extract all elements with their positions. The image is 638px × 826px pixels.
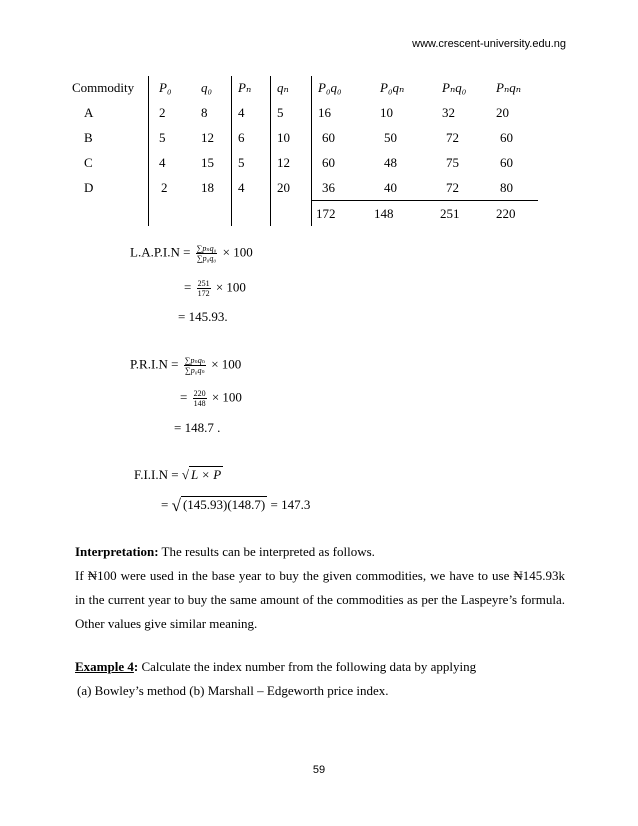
example-paragraph [75,655,565,703]
prin-times: × 100 [211,356,242,372]
example-colon: : [133,659,139,674]
table-cell: 72 [446,129,459,145]
total-cell: 148 [370,201,430,227]
lapin-times: × 100 [222,244,253,260]
table-cell: 40 [384,179,397,195]
fiin-step2 [161,496,310,516]
sqrt-icon: √ [181,467,189,482]
table-cell: 2 [161,179,168,195]
index-table [72,76,538,226]
lapin-result: = 145.93. [178,309,228,324]
table-cell: 5 [232,150,271,175]
table-row [72,100,538,125]
interpretation-body: If ₦100 were used in the base year to buy the given commodities, we have to use ₦145.93k in the current year to buy the same amount of the commodities as per the Laspeyre’s formula. Other values give similar meaning. [75,568,565,631]
table-cell: 12 [271,150,312,175]
prin-step2-numerator: 220 [193,389,206,398]
prin-numerator: ∑pₙqₙ [184,356,205,365]
prin-step2-times: × 100 [211,389,242,405]
prin-step2-denominator: 148 [193,399,206,408]
table-cell: 75 [446,154,459,170]
interpretation-lead: The results can be interpreted as follows. [158,544,375,559]
table-cell: 36 [322,179,335,195]
example-options: (a) Bowley’s method (b) Marshall – Edgeworth price index. [77,683,389,698]
fiin-step2-sqrt-content: (145.93)(148.7) [182,497,266,512]
prin-step2-fraction [193,389,207,408]
fiin-formula [134,466,223,483]
col-header: Pₙq₀ [442,80,467,95]
table-cell: 60 [500,129,513,145]
table-cell: 60 [500,154,513,170]
lapin-label: L.A.P.I.N = [130,244,191,260]
table-row [72,125,538,150]
table-cell: 60 [322,129,335,145]
prin-step2 [180,389,242,408]
interpretation-label: Interpretation: [75,544,159,559]
fiin-sqrt-content: L × P [190,467,222,482]
lapin-step2-times: × 100 [215,279,246,295]
table-cell: C [72,150,149,175]
sqrt-icon: √ [171,496,181,516]
col-header: P₀qₙ [380,80,405,95]
table-cell: 2 [159,104,166,120]
example-label: Example 4 [75,659,134,674]
table-cell: 10 [380,104,393,120]
table-row [72,175,538,201]
prin-result: = 148.7 . [174,420,221,435]
prin-step2-eq: = [180,389,188,405]
table-cell: 4 [159,154,166,170]
table-cell: 80 [500,179,513,195]
table-cell: 32 [442,104,455,120]
prin-label: P.R.I.N = [130,356,179,372]
table-header-row [72,76,538,100]
col-header: P₀ [159,80,172,95]
lapin-step2-eq: = [184,279,192,295]
table-cell: 18 [195,175,232,201]
table-cell: 60 [322,154,335,170]
table-cell: 4 [232,100,271,125]
table-cell: 20 [271,175,312,201]
lapin-formula [130,244,253,263]
table-cell: D [72,175,149,201]
table-cell: 15 [195,150,232,175]
page-number: 59 [312,764,326,776]
table-cell: A [72,100,149,125]
table-cell: 12 [195,125,232,150]
lapin-fraction [196,244,218,263]
fiin-step2-result: = 147.3 [270,497,311,512]
col-header: Pₙqₙ [496,80,521,95]
col-header: Commodity [72,76,149,100]
lapin-numerator: ∑pₙq₀ [196,244,217,253]
table-cell: B [72,125,149,150]
table-cell: 4 [232,175,271,201]
fiin-step2-eq: = [161,497,169,512]
total-cell: 220 [492,201,538,227]
table-row [72,150,538,175]
lapin-step2 [184,279,246,298]
col-header: qₙ [271,76,312,100]
fiin-label: F.I.I.N = [134,467,179,482]
prin-formula [130,356,241,375]
table-cell: 50 [384,129,397,145]
table-cell: 5 [271,100,312,125]
lapin-step2-fraction [197,279,211,298]
table-cell: 16 [318,104,331,120]
col-header: P₀q₀ [318,80,342,95]
col-header: q₀ [195,76,232,100]
table-cell: 8 [195,100,232,125]
header-url: www.crescent-university.edu.ng [412,38,566,50]
table-total-row [72,201,538,227]
table-cell: 48 [384,154,397,170]
table-cell: 6 [232,125,271,150]
lapin-denominator: ∑p₀q₀ [196,254,217,263]
interpretation-paragraph [75,540,565,636]
total-cell: 172 [312,201,371,227]
prin-denominator: ∑p₀qₙ [184,366,205,375]
lapin-step2-denominator: 172 [197,289,210,298]
table-cell: 10 [271,125,312,150]
table-cell: 72 [446,179,459,195]
lapin-step2-numerator: 251 [197,279,210,288]
prin-fraction [184,356,206,375]
col-header: Pₙ [232,76,271,100]
table-cell: 5 [159,129,166,145]
total-cell: 251 [430,201,492,227]
table-cell: 20 [496,104,509,120]
example-text: Calculate the index number from the following data by applying [138,659,477,674]
